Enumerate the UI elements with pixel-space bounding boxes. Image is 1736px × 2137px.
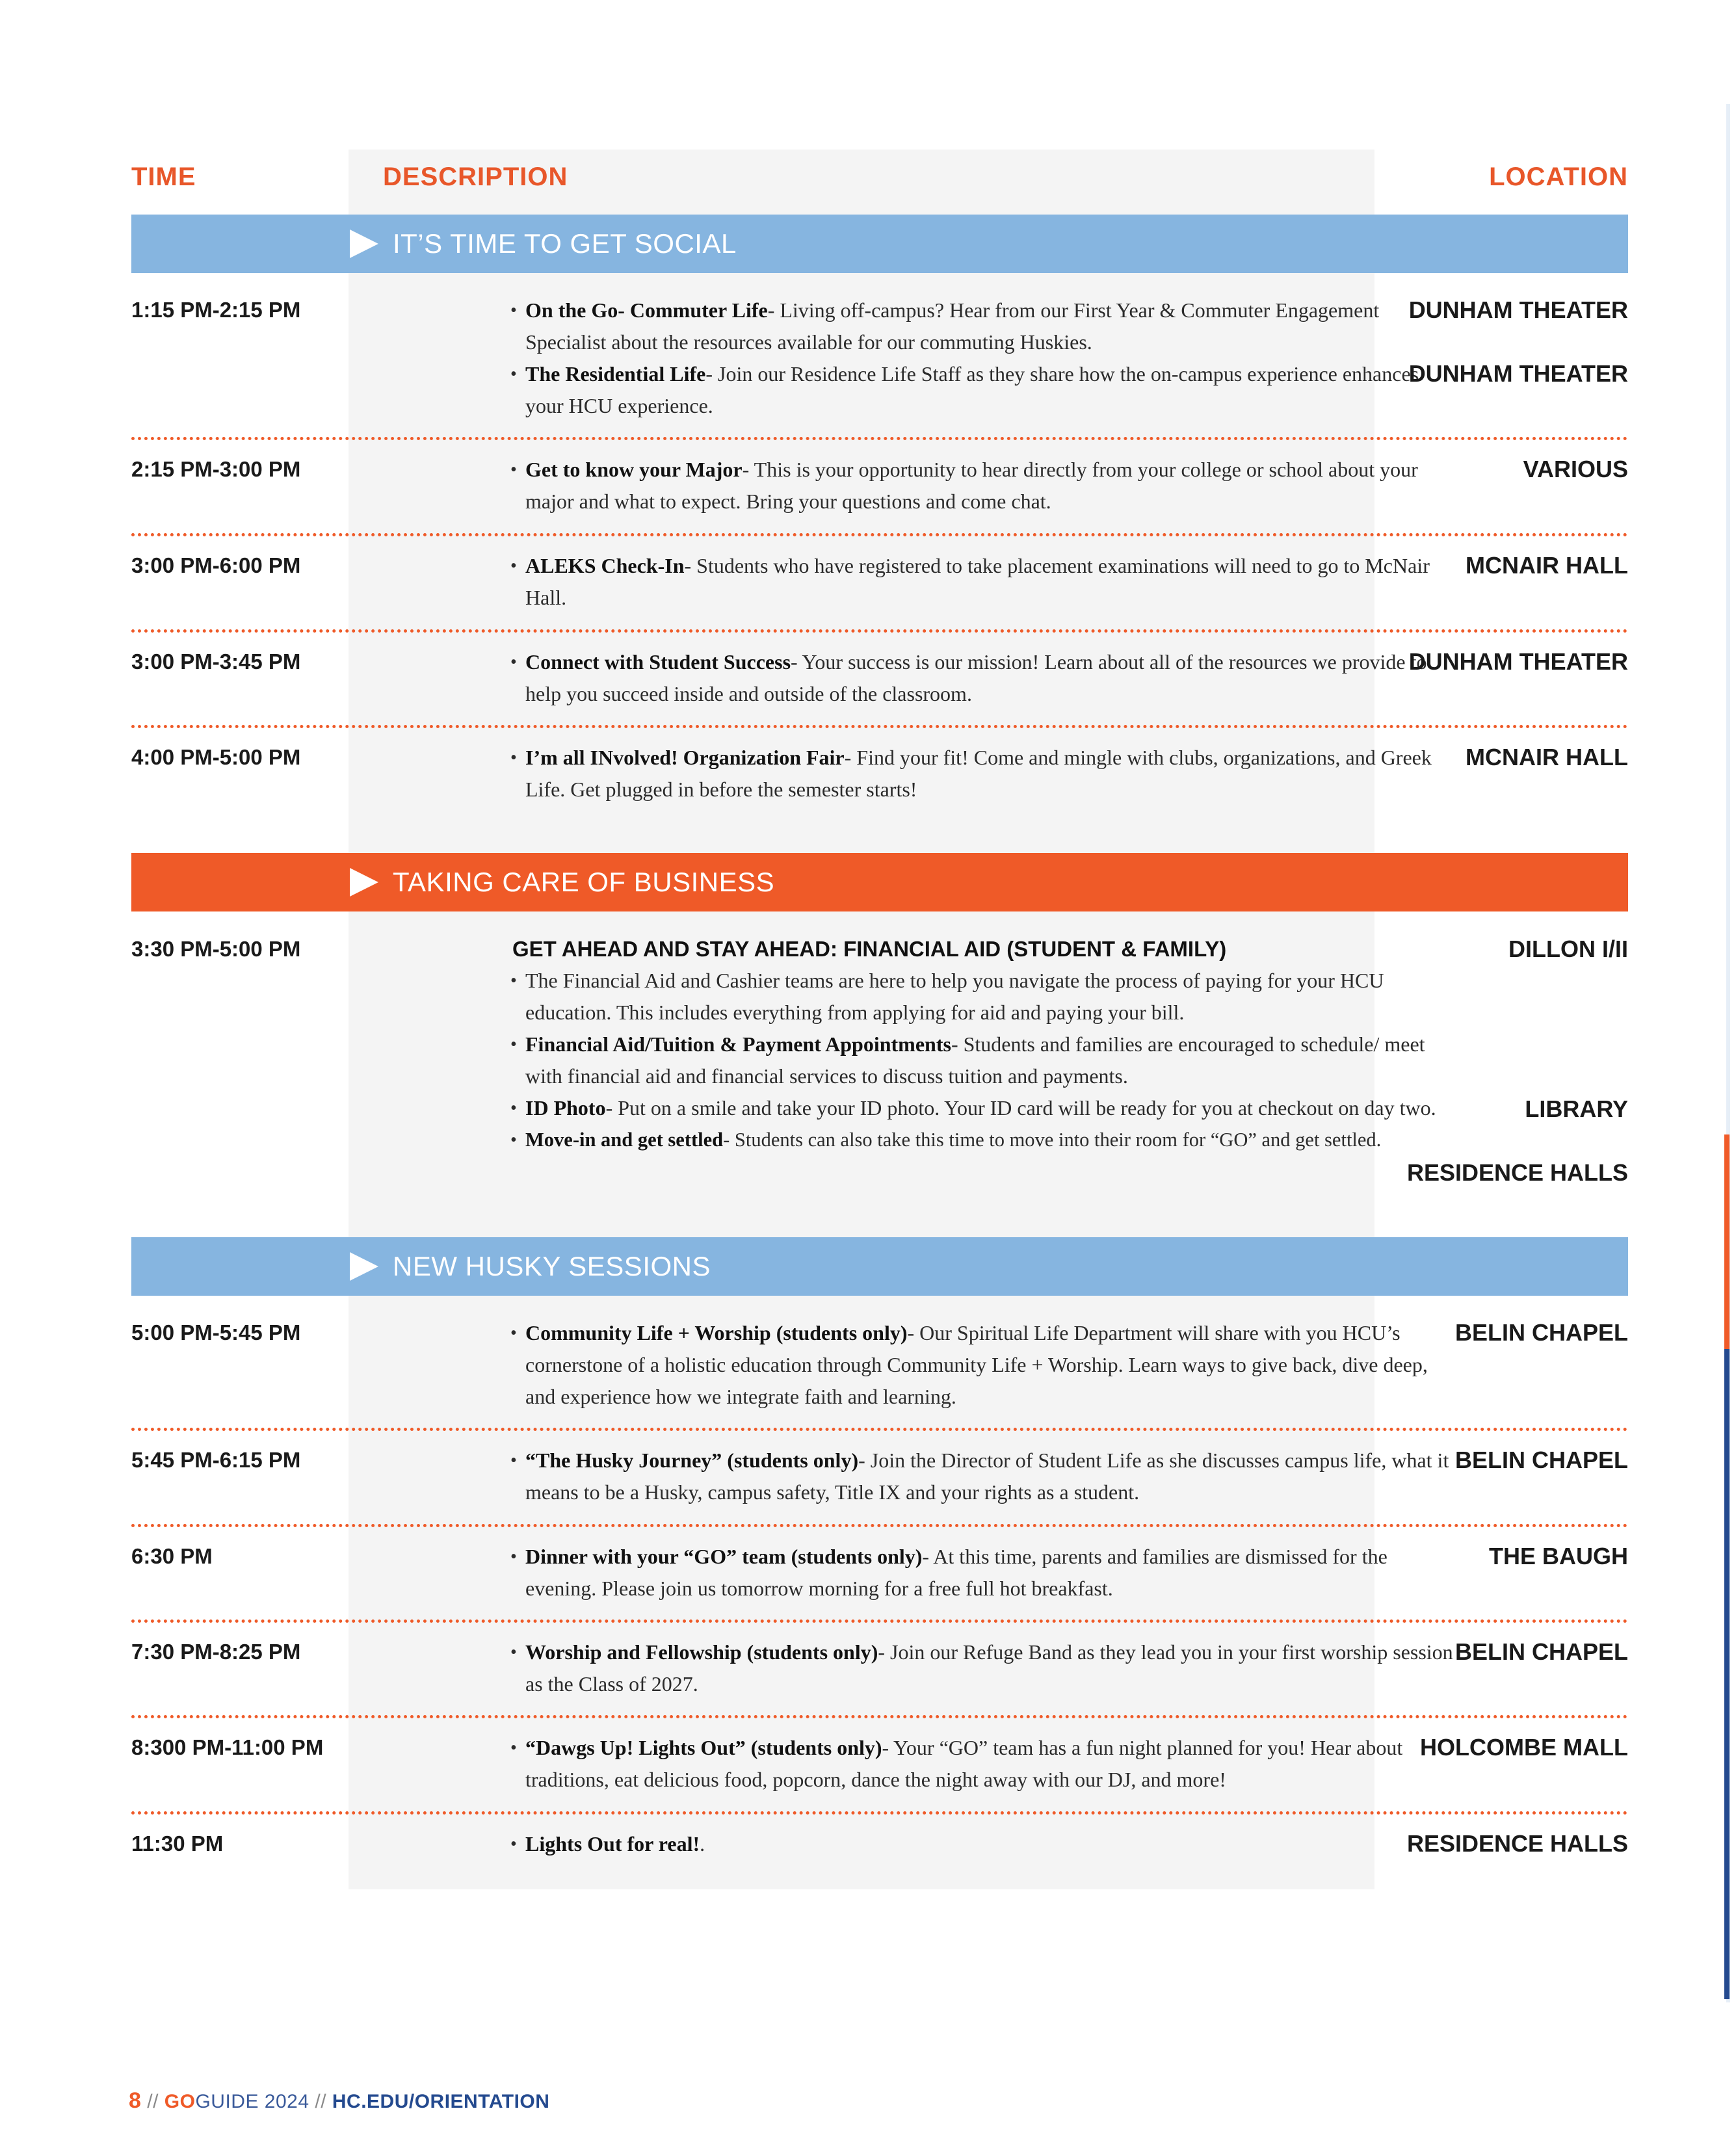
- dotted-divider: [131, 1811, 1628, 1815]
- page-edge-accent-blue: [1724, 1349, 1729, 1999]
- item-text: .: [700, 1832, 705, 1855]
- description-item: [512, 965, 1455, 1029]
- dotted-divider: [131, 1428, 1628, 1431]
- row-time: 3:00 PM-6:00 PM: [131, 553, 301, 577]
- row-time: 8:300 PM-11:00 PM: [131, 1735, 324, 1759]
- item-title: Dinner with your “GO” team (students only): [525, 1545, 923, 1568]
- description-item: [512, 1317, 1455, 1413]
- dotted-divider: [131, 725, 1628, 728]
- row-location: DUNHAM THEATER: [1408, 296, 1628, 323]
- row-description: [512, 646, 1455, 710]
- row-location: VARIOUS: [1523, 456, 1628, 482]
- row-description: [512, 1732, 1455, 1796]
- header-time: TIME: [131, 163, 196, 191]
- item-text: - Join our Residence Life Staff as they share how the on-campus experience enhances your HCU experience.: [525, 362, 1419, 417]
- footer-separator: //: [309, 2091, 332, 2112]
- row-time: 11:30 PM: [131, 1831, 224, 1855]
- description-item: [512, 1445, 1455, 1508]
- description-item: [512, 1124, 1455, 1156]
- dotted-divider: [131, 1524, 1628, 1527]
- row-description: [512, 742, 1455, 806]
- row-location: MCNAIR HALL: [1466, 552, 1628, 579]
- description-item: [512, 1636, 1455, 1700]
- item-title: I’m all INvolved! Organization Fair: [525, 746, 845, 769]
- row-location: BELIN CHAPEL: [1454, 1638, 1628, 1665]
- item-text: - Living off-campus? Hear from our First Year & Commuter Engagement Specialist about the resources available for our commuting Huskies.: [525, 298, 1380, 354]
- item-text: - Find your fit! Come and mingle with clubs, organizations, and Greek Life. Get plugged in before the semester starts!: [525, 746, 1432, 801]
- item-text: - Join our Refuge Band as they lead you in your first worship session as the Class of 2027.: [525, 1640, 1453, 1696]
- item-text: - This is your opportunity to hear directly from your college or school about your major and what to expect. Bring your questions and come chat.: [525, 458, 1418, 513]
- item-title: Community Life + Worship (students only): [525, 1321, 908, 1344]
- footer-url: HC.EDU/ORIENTATION: [332, 2091, 550, 2112]
- item-text: - Our Spiritual Life Department will share with you HCU’s cornerstone of a holistic education through Community Life + Worship. Learn ways to give back, dive deep, and experience how we integrate faith and learning.: [525, 1321, 1428, 1408]
- row-location: THE BAUGH: [1489, 1543, 1628, 1569]
- item-title: Get to know your Major: [525, 458, 743, 481]
- row-description: [512, 295, 1455, 422]
- footer-brand-go: GO: [164, 2091, 196, 2112]
- item-text: - Put on a smile and take your ID photo. Your ID card will be ready for you at checkout on day two.: [605, 1096, 1436, 1120]
- row-description: [512, 1317, 1455, 1413]
- description-item: [512, 646, 1455, 710]
- row-description: [512, 1828, 1455, 1860]
- row-description: [512, 1636, 1455, 1700]
- item-title: Worship and Fellowship (students only): [525, 1640, 878, 1664]
- item-text: - Students can also take this time to move into their room for “GO” and get settled.: [723, 1129, 1382, 1151]
- description-item: [512, 1732, 1455, 1796]
- description-item: [512, 1828, 1455, 1860]
- dotted-divider: [131, 629, 1628, 633]
- description-item: [512, 1092, 1455, 1124]
- dotted-divider: [131, 533, 1628, 536]
- item-title: Move-in and get settled: [525, 1129, 724, 1151]
- footer-brand-guide: GUIDE 2024: [195, 2091, 309, 2112]
- play-triangle-icon: [350, 868, 378, 897]
- description-item: [512, 454, 1455, 518]
- item-title: “The Husky Journey” (students only): [525, 1449, 859, 1472]
- item-text: - Students and families are encouraged to schedule/ meet with financial aid and financial services to discuss tuition and payments.: [525, 1032, 1425, 1088]
- row-description: [512, 1541, 1455, 1605]
- item-text: - Your “GO” team has a fun night planned for you! Hear about traditions, eat delicious food, popcorn, dance the night away with our DJ, and more!: [525, 1736, 1403, 1791]
- item-title: Lights Out for real!: [525, 1832, 700, 1855]
- item-text: - Students who have registered to take placement examinations will need to go to McNair Hall.: [525, 554, 1430, 609]
- footer-separator: //: [141, 2091, 164, 2112]
- section-title: IT’S TIME TO GET SOCIAL: [393, 228, 737, 259]
- row-time: 5:45 PM-6:15 PM: [131, 1448, 301, 1472]
- row-time: 3:00 PM-3:45 PM: [131, 649, 301, 674]
- item-text: - Join the Director of Student Life as she discusses campus life, what it means to be a Husky, campus safety, Title IX and your rights as a student.: [525, 1449, 1449, 1504]
- row-time: 7:30 PM-8:25 PM: [131, 1640, 301, 1664]
- row-location: DUNHAM THEATER: [1408, 360, 1628, 387]
- dotted-divider: [131, 437, 1628, 440]
- section-bar-business: [131, 853, 1628, 911]
- item-text: - Your success is our mission! Learn about all of the resources we provide to help you succeed inside and outside of the classroom.: [525, 650, 1427, 705]
- row-location: BELIN CHAPEL: [1454, 1319, 1628, 1346]
- row-location: MCNAIR HALL: [1466, 744, 1628, 770]
- row-location: RESIDENCE HALLS: [1406, 1830, 1628, 1857]
- item-title: ID Photo: [525, 1096, 606, 1120]
- item-title: The Residential Life: [525, 362, 706, 386]
- row-location: LIBRARY: [1525, 1095, 1628, 1122]
- row-description: [512, 934, 1455, 1156]
- item-text: - At this time, parents and families are dismissed for the evening. Please join us tomorrow morning for a free full hot breakfast.: [525, 1545, 1387, 1600]
- row-location: HOLCOMBE MALL: [1420, 1734, 1628, 1761]
- item-title: “Dawgs Up! Lights Out” (students only): [525, 1736, 882, 1759]
- row-time: 1:15 PM-2:15 PM: [131, 298, 301, 322]
- item-text: The Financial Aid and Cashier teams are here to help you navigate the process of paying for your HCU education. This includes everything from applying for aid and paying your bill.: [525, 969, 1384, 1024]
- play-triangle-icon: [350, 229, 378, 258]
- item-title: Financial Aid/Tuition & Payment Appointments: [525, 1032, 951, 1056]
- description-item: [512, 1541, 1455, 1605]
- row-time: 3:30 PM-5:00 PM: [131, 937, 301, 961]
- row-description: [512, 454, 1455, 518]
- dotted-divider: [131, 1715, 1628, 1718]
- header-description: DESCRIPTION: [383, 163, 568, 191]
- description-item: [512, 1029, 1455, 1092]
- row-time: 6:30 PM: [131, 1544, 213, 1568]
- row-time: 4:00 PM-5:00 PM: [131, 745, 301, 769]
- header-location: LOCATION: [1489, 163, 1628, 191]
- item-title: Connect with Student Success: [525, 650, 791, 674]
- page-number: 8: [129, 2088, 142, 2113]
- section-bar-husky-sessions: [131, 1237, 1628, 1296]
- description-item: [512, 742, 1455, 806]
- section-bar-social: [131, 215, 1628, 273]
- row-time: 5:00 PM-5:45 PM: [131, 1320, 301, 1344]
- description-item: [512, 295, 1455, 358]
- row-description: [512, 1445, 1455, 1508]
- dotted-divider: [131, 1619, 1628, 1623]
- section-title: NEW HUSKY SESSIONS: [393, 1251, 711, 1281]
- row-location: RESIDENCE HALLS: [1406, 1159, 1628, 1186]
- play-triangle-icon: [350, 1252, 378, 1281]
- description-item: [512, 358, 1455, 422]
- row-location: DUNHAM THEATER: [1408, 648, 1628, 675]
- description-item: [512, 550, 1455, 614]
- row-description: [512, 550, 1455, 614]
- page-footer: [129, 2088, 549, 2114]
- section-title: TAKING CARE OF BUSINESS: [393, 867, 775, 897]
- row-location: DILLON I/II: [1508, 936, 1628, 962]
- item-title: ALEKS Check-In: [525, 554, 685, 577]
- row-subheading: GET AHEAD AND STAY AHEAD: FINANCIAL AID (STUDENT & FAMILY): [512, 937, 1227, 961]
- item-title: On the Go- Commuter Life: [525, 298, 768, 322]
- row-location: BELIN CHAPEL: [1454, 1447, 1628, 1473]
- page-edge-accent-orange: [1724, 1134, 1729, 1349]
- row-time: 2:15 PM-3:00 PM: [131, 457, 301, 481]
